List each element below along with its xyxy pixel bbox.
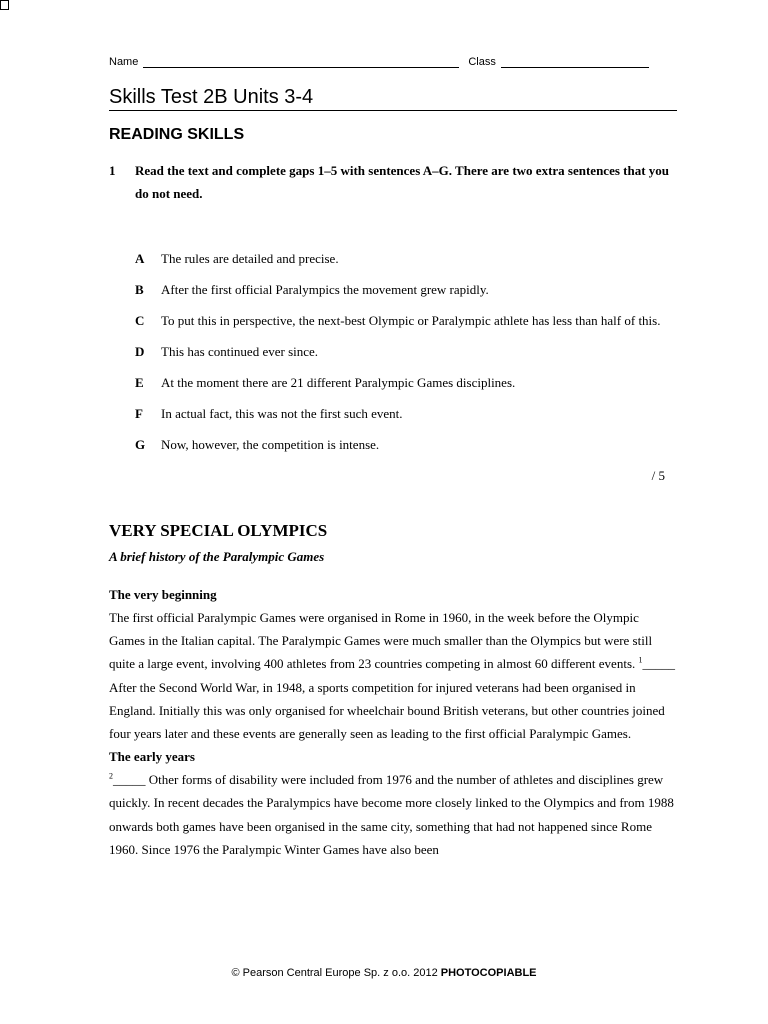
- photocopiable-label: PHOTOCOPIABLE: [440, 967, 537, 979]
- option-letter: G: [135, 437, 146, 452]
- paragraph-text: The first official Paralympic Games were organised in Rome in 1960, in the week before the Olympic Games in the Italian capital. The Paralympic Games were much smaller than the Olympics but were still quite a large event, involving 400 athletes from 23 countries competing in almost 60 different events.: [109, 610, 653, 672]
- article-paragraph: [109, 606, 677, 745]
- worksheet-page: [109, 52, 677, 861]
- paragraph-text: After the Second World War, in 1948, a sports competition for injured veterans had been organised in England. Initially this was only organised for wheelchair bound British veterans, but other countries joined four years later and these events are generally seen as leading to the first official Paralympic Games.: [109, 679, 665, 742]
- option-letter: D: [135, 344, 145, 359]
- article-paragraph: [109, 768, 677, 861]
- option-item: [135, 398, 677, 429]
- student-info-row: [109, 52, 677, 68]
- article-section-heading: The early years: [109, 749, 195, 765]
- class-label: Class: [468, 56, 496, 68]
- option-letter: A: [135, 251, 145, 266]
- section-heading: READING SKILLS: [109, 126, 245, 143]
- gap-blank[interactable]: _____: [642, 656, 676, 672]
- option-item: [135, 429, 677, 460]
- option-letter: F: [135, 406, 143, 421]
- name-field[interactable]: [143, 57, 459, 68]
- gap-blank[interactable]: _____: [113, 772, 146, 788]
- option-item: [135, 367, 677, 398]
- task-number: 1: [109, 163, 116, 178]
- copyright-text: © Pearson Central Europe Sp. z o.o. 2012: [231, 967, 438, 979]
- gap-number: 1: [638, 656, 643, 666]
- option-letter: C: [135, 313, 145, 328]
- option-text: The rules are detailed and precise.: [161, 251, 339, 266]
- task-text: Read the text and complete gaps 1–5 with sentences A–G. There are two extra sentences that you do not need.: [135, 163, 670, 201]
- score-total: / 5: [651, 468, 665, 483]
- option-item: [135, 336, 677, 367]
- gap-number: 2: [109, 771, 113, 781]
- option-text: Now, however, the competition is intense.: [161, 437, 380, 452]
- article-subtitle: A brief history of the Paralympic Games: [109, 549, 325, 564]
- options-list: [135, 243, 677, 460]
- option-letter: B: [135, 282, 144, 297]
- task-instruction: [109, 159, 677, 205]
- option-text: In actual fact, this was not the first such event.: [161, 406, 403, 421]
- option-text: After the first official Paralympics the movement grew rapidly.: [161, 282, 489, 297]
- footer: [0, 966, 768, 980]
- page-title: Skills Test 2B Units 3-4: [109, 85, 677, 111]
- article-section-heading: The very beginning: [109, 587, 217, 602]
- class-field[interactable]: [501, 57, 649, 68]
- option-text: This has continued ever since.: [161, 344, 319, 359]
- option-item: [135, 243, 677, 274]
- option-letter: E: [135, 375, 144, 390]
- option-text: To put this in perspective, the next-best Olympic or Paralympic athlete has less than half of this.: [161, 313, 661, 328]
- name-label: Name: [109, 56, 139, 68]
- paragraph-text: Other forms of disability were included from 1976 and the number of athletes and disciplines grew quickly. In recent decades the Paralympics have become more closely linked to the Olympics and from 1988 onwards both games have been organised in the same city, something that had not happened since Rome 1960. Since 1976 the Paralympic Winter Games have also been: [109, 772, 674, 857]
- option-item: [135, 305, 677, 336]
- option-text: At the moment there are 21 different Paralympic Games disciplines.: [161, 375, 516, 390]
- article-title: VERY SPECIAL OLYMPICS: [109, 521, 328, 540]
- corner-checkbox: [0, 0, 9, 10]
- option-item: [135, 274, 677, 305]
